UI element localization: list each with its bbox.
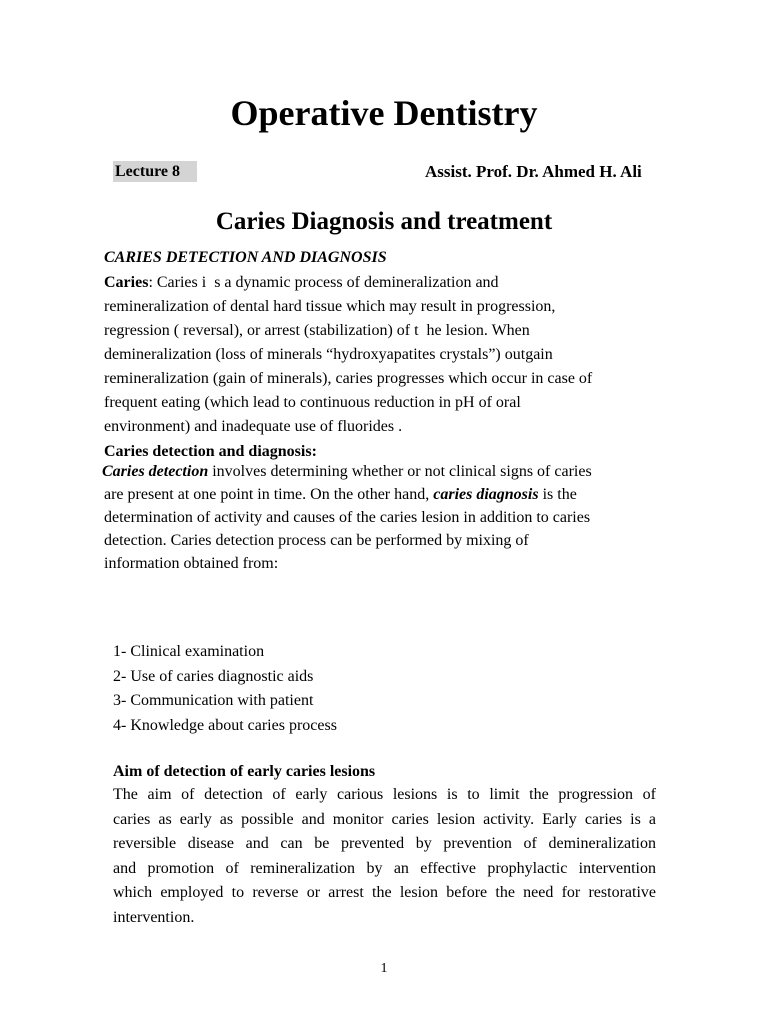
paragraph-line: The aim of detection of early carious lesions is to limit the progression of — [113, 786, 656, 803]
section-subheading: CARIES DETECTION AND DIAGNOSIS — [104, 249, 387, 266]
list-item: 4- Knowledge about caries process — [113, 716, 337, 734]
paragraph-line: and promotion of remineralization by an effective prophylactic intervention — [113, 859, 656, 877]
list-item: 2- Use of caries diagnostic aids — [113, 667, 314, 685]
caries-detection-term: Caries detection — [102, 463, 209, 480]
paragraph-line: reversible disease and can be prevented by prevention of demineralization — [113, 835, 656, 852]
document-title: Operative Dentistry — [230, 93, 538, 133]
information-sources-list — [113, 640, 337, 738]
paragraph-line: detection. Caries detection process can be performed by mixing of — [104, 532, 529, 549]
page-number: 1 — [380, 961, 388, 976]
paragraph-text: is the — [538, 486, 577, 503]
paragraph-text: : Caries i s a dynamic process of demineralization and — [148, 274, 499, 291]
paragraph-line — [104, 271, 664, 295]
aim-heading: Aim of detection of early caries lesions — [113, 763, 376, 780]
paragraph-text: involves determining whether or not clinical signs of caries — [208, 463, 592, 480]
caries-term: Caries — [104, 274, 149, 291]
paragraph-line: determination of activity and causes of the caries lesion in addition to caries — [104, 509, 591, 526]
paragraph-text: are present at one point in time. On the other hand, — [104, 486, 434, 503]
list-item: 3- Communication with patient — [113, 692, 314, 709]
aim-paragraph — [113, 783, 656, 930]
paragraph-line: intervention. — [113, 908, 195, 926]
section-title: Caries Diagnosis and treatment — [215, 208, 553, 235]
paragraph-line — [102, 460, 662, 483]
lecture-label: Lecture 8 — [113, 161, 197, 182]
caries-diagnosis-term: caries diagnosis — [433, 486, 539, 503]
paragraph-line: environment) and inadequate use of fluorides . — [104, 418, 403, 435]
paragraph-line: information obtained from: — [104, 555, 279, 572]
detection-paragraph — [102, 460, 662, 575]
paragraph-line — [102, 483, 662, 506]
paragraph-line: which employed to reverse or arrest the lesion before the need for restorative — [113, 884, 656, 901]
paragraph-line: demineralization (loss of minerals “hydroxyapatites crystals”) outgain — [104, 346, 553, 363]
caries-paragraph — [104, 271, 664, 439]
author-name: Assist. Prof. Dr. Ahmed H. Ali — [425, 162, 642, 181]
paragraph-line: frequent eating (which lead to continuous reduction in pH of oral — [104, 394, 521, 411]
paragraph-line: caries as early as possible and monitor caries lesion activity. Early caries is a — [113, 810, 656, 828]
paragraph-line: remineralization of dental hard tissue which may result in progression, — [104, 298, 556, 315]
paragraph-line: regression ( reversal), or arrest (stabilization) of t he lesion. When — [104, 322, 530, 339]
detection-heading: Caries detection and diagnosis: — [104, 443, 317, 460]
paragraph-line: remineralization (gain of minerals), caries progresses which occur in case of — [104, 370, 593, 387]
list-item: 1- Clinical examination — [113, 643, 265, 660]
